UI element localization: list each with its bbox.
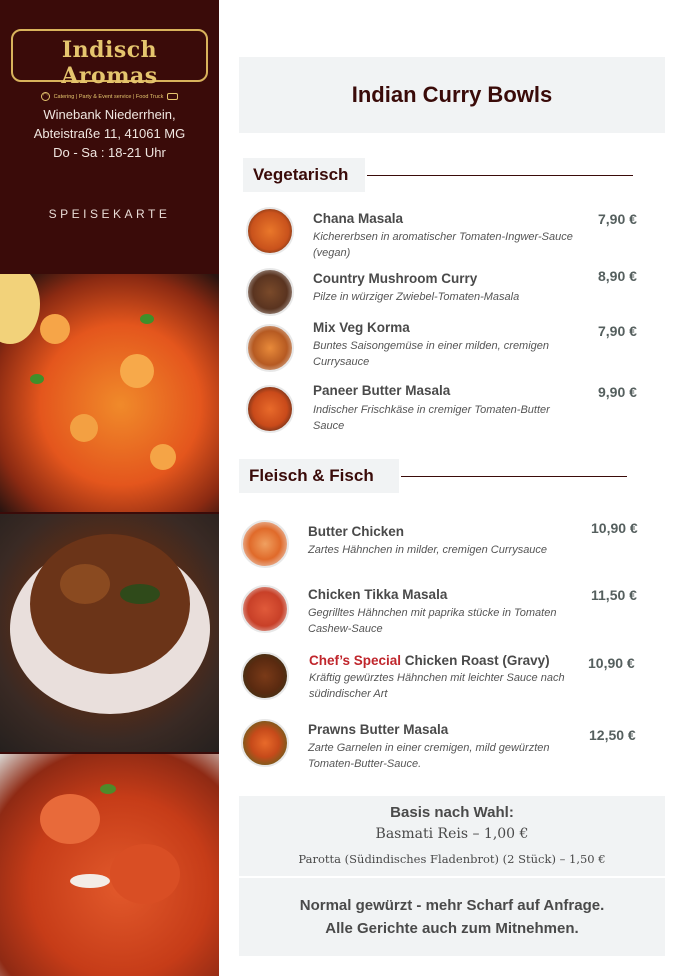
dish-description: Pilze in würziger Zwiebel-Tomaten-Masala: [313, 291, 520, 303]
dish-thumbnail: [246, 207, 294, 255]
chicken-roast-photo: [0, 514, 219, 752]
cream-swirl: [70, 874, 110, 888]
chana-masala-photo: [0, 274, 219, 512]
dish-price: 7,90 €: [598, 323, 637, 339]
dish-description: Zartes Hähnchen in milder, cremigen Currysauce: [308, 544, 548, 556]
dish-price: 10,90 €: [588, 655, 635, 671]
dish-thumbnail: [241, 652, 289, 700]
dish-price: 7,90 €: [598, 211, 637, 227]
coriander-leaf: [30, 374, 44, 384]
dish-price: 9,90 €: [598, 384, 637, 400]
dish-price: 8,90 €: [598, 268, 637, 284]
dish-name: Chicken Tikka Masala: [308, 587, 448, 602]
base-option-parotta: Parotta (Südindisches Fladenbrot) (2 Stück) – 1,50 €: [298, 852, 606, 866]
dish-thumbnail: [246, 385, 294, 433]
section-divider: [401, 476, 627, 477]
menu-label: SPEISEKARTE: [48, 207, 171, 221]
dish-name: Butter Chicken: [308, 524, 405, 539]
brand-tagline: Catering | Party & Event service | Food Truck: [53, 93, 164, 100]
dish-price: 10,90 €: [591, 520, 638, 536]
chickpea: [40, 314, 70, 344]
section-divider: [367, 175, 633, 176]
base-title: Basis nach Wahl:: [390, 804, 514, 821]
brand-tagline-row: [13, 92, 206, 101]
chickpea: [70, 414, 98, 442]
cloche-icon: ◠: [42, 93, 48, 99]
dish-description: Kräftig gewürztes Hähnchen mit leichter Sauce nach südindischer Art: [309, 672, 565, 700]
chicken-piece: [40, 794, 100, 844]
dish-description: Buntes Saisongemüse in einer milden, cremigen Currysauce: [313, 340, 550, 368]
dish-description: Indischer Frischkäse in cremiger Tomaten-Butter Sauce: [313, 404, 550, 432]
curry-leaf: [120, 584, 160, 604]
dish-name-special: [309, 653, 550, 668]
footer-note: [239, 894, 665, 940]
section-heading-fleisch-fisch: Fleisch & Fisch: [239, 459, 399, 493]
chicken-roast: [30, 534, 190, 674]
dish-name: Chicken Roast (Gravy): [404, 653, 550, 668]
food-truck-icon: [167, 93, 178, 100]
dish-name: Mix Veg Korma: [313, 320, 410, 335]
dish-thumbnail: [241, 719, 289, 767]
chefs-special-tag: Chef’s Special: [309, 653, 402, 668]
address-line2: Abteistraße 11, 41061 MG: [33, 126, 186, 141]
dish-thumbnail: [241, 520, 289, 568]
address-block: [0, 105, 219, 162]
dish-price: 12,50 €: [589, 727, 636, 743]
dish-thumbnail: [246, 268, 294, 316]
address-line1: Winebank Niederrhein,: [43, 107, 176, 122]
opening-hours: Do - Sa : 18-21 Uhr: [53, 145, 166, 160]
dish-thumbnail: [241, 585, 289, 633]
dish-name: Paneer Butter Masala: [313, 383, 451, 398]
dish-price: 11,50 €: [591, 587, 637, 603]
brand-logo: [11, 29, 208, 100]
dish-name: Prawns Butter Masala: [308, 722, 449, 737]
dish-thumbnail: [246, 324, 294, 372]
title-panel: [239, 57, 665, 133]
coriander-leaf: [140, 314, 154, 324]
brand-name: Indisch Aromas: [61, 37, 158, 89]
chickpea: [150, 444, 176, 470]
chicken-piece: [60, 564, 110, 604]
left-sidebar: [0, 0, 219, 976]
chickpea: [120, 354, 154, 388]
panel-divider: [239, 876, 665, 878]
dish-description: Gegrilltes Hähnchen mit paprika stücke in Tomaten Cashew-Sauce: [308, 607, 557, 635]
coriander-leaf: [100, 784, 116, 794]
dish-description: Zarte Garnelen in einer cremigen, mild gewürzten Tomaten-Butter-Sauce.: [308, 742, 550, 770]
base-options-panel: [239, 796, 665, 956]
takeaway-note: Alle Gerichte auch zum Mitnehmen.: [325, 920, 579, 937]
dish-name: Chana Masala: [313, 211, 404, 226]
section-heading-vegetarisch: Vegetarisch: [243, 158, 365, 192]
page-title: Indian Curry Bowls: [351, 82, 553, 107]
butter-chicken-photo: [0, 754, 219, 976]
base-option-rice: Basmati Reis – 1,00 €: [375, 826, 529, 842]
lemon-slice: [0, 274, 40, 344]
dish-description: Kichererbsen in aromatischer Tomaten-Ingwer-Sauce (vegan): [313, 231, 573, 259]
spice-note: Normal gewürzt - mehr Scharf auf Anfrage.: [299, 897, 605, 914]
dish-name: Country Mushroom Curry: [313, 271, 478, 286]
chicken-piece: [110, 844, 180, 904]
